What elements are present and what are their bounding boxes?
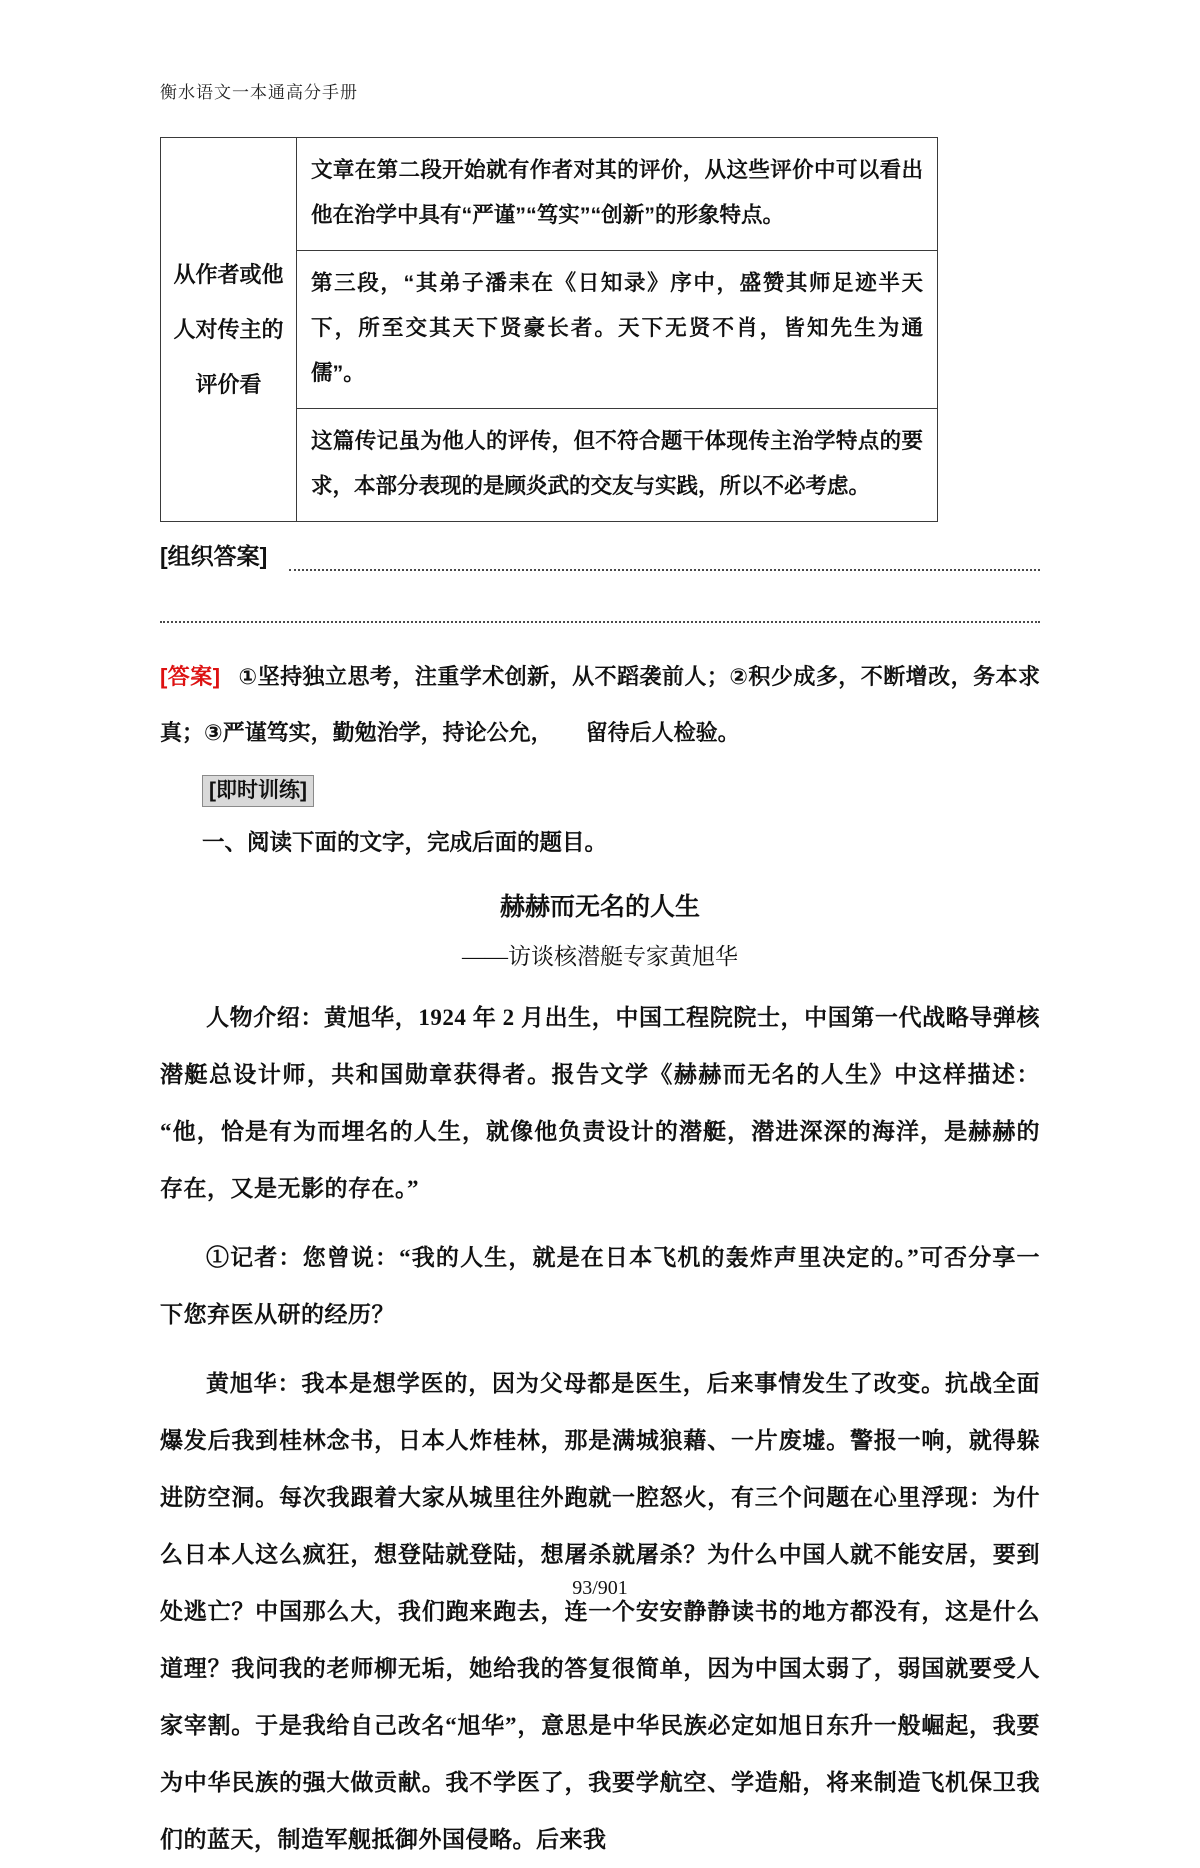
booklet-title: 衡水语文一本通高分手册 [160, 83, 358, 102]
table-cell-analysis-3: 这篇传记虽为他人的评传，但不符合题干体现传主治学特点的要求，本部分表现的是顾炎武的交友与实践，所以不必考虑。 [297, 409, 938, 522]
answer-text: ①坚持独立思考，注重学术创新，从不蹈袭前人；②积少成多，不断增改，务本求真；③严谨笃实，勤勉治学，持论公允， 留待后人检验。 [160, 664, 1040, 745]
answer-block [160, 649, 1040, 761]
organize-answer-label: [组织答案] [160, 543, 268, 569]
training-tag-row [160, 775, 1040, 807]
article-paragraph-question-1: ①记者：您曾说：“我的人生，就是在日本飞机的轰炸声里决定的。”可否分享一下您弃医从研的经历？ [160, 1245, 1040, 1327]
table-cell-analysis-1: 文章在第二段开始就有作者对其的评价，从这些评价中可以看出他在治学中具有“严谨”“笃实”“创新”的形象特点。 [297, 138, 938, 251]
instant-training-tag: [即时训练] [202, 775, 314, 807]
article-title: 赫赫而无名的人生 [499, 893, 700, 921]
organize-answer-row [160, 538, 1040, 571]
table-row [161, 138, 938, 251]
answer-dotted-line [160, 621, 1040, 623]
answer-dotted-line [289, 545, 1040, 571]
table-cell-analysis-2: 第三段，“其弟子潘耒在《日知录》序中，盛赞其师足迹半天下，所至交其天下贤豪长者。天下无贤不肖，皆知先生为通儒”。 [297, 251, 938, 409]
article-subtitle: ——访谈核潜艇专家黄旭华 [462, 944, 738, 969]
article-paragraph-answer-1: 黄旭华：我本是想学医的，因为父母都是医生，后来事情发生了改变。抗战全面爆发后我到桂林念书，日本人炸桂林，那是满城狼藉、一片废墟。警报一响，就得躲进防空洞。每次我跟着大家从城里往外跑就一腔怒火，有三个问题在心里浮现：为什么日本人这么疯狂，想登陆就登陆，想屠杀就屠杀？为什么中国人就不能安居，要到处逃亡？中国那么大，我们跑来跑去，连一个安安静静读书的地方都没有，这是什么道理？我问我的老师柳无垢，她给我的答复很简单，因为中国太弱了，弱国就要受人家宰割。于是我给自己改名“旭华”，意思是中华民族必定如旭日东升一般崛起，我要为中华民族的强大做贡献。我不学医了，我要学航空、学造船，将来制造飞机保卫我们的蓝天，制造军舰抵御外国侵略。后来我 [160, 1371, 1040, 1852]
answer-label: [答案] [160, 664, 221, 689]
exercise-instruction: 一、阅读下面的文字，完成后面的题目。 [202, 830, 608, 855]
table-row-label: 从作者或他人对传主的评价看 [161, 138, 297, 522]
evaluation-table [160, 137, 938, 522]
page-number: 93/901 [572, 1577, 628, 1599]
article-paragraph-intro: 人物介绍：黄旭华，1924 年 2 月出生，中国工程院院士，中国第一代战略导弹核潜艇总设计师，共和国勋章获得者。报告文学《赫赫而无名的人生》中这样描述：“他，恰是有为而埋名的人生，就像他负责设计的潜艇，潜进深深的海洋，是赫赫的存在，又是无影的存在。” [160, 1005, 1040, 1201]
